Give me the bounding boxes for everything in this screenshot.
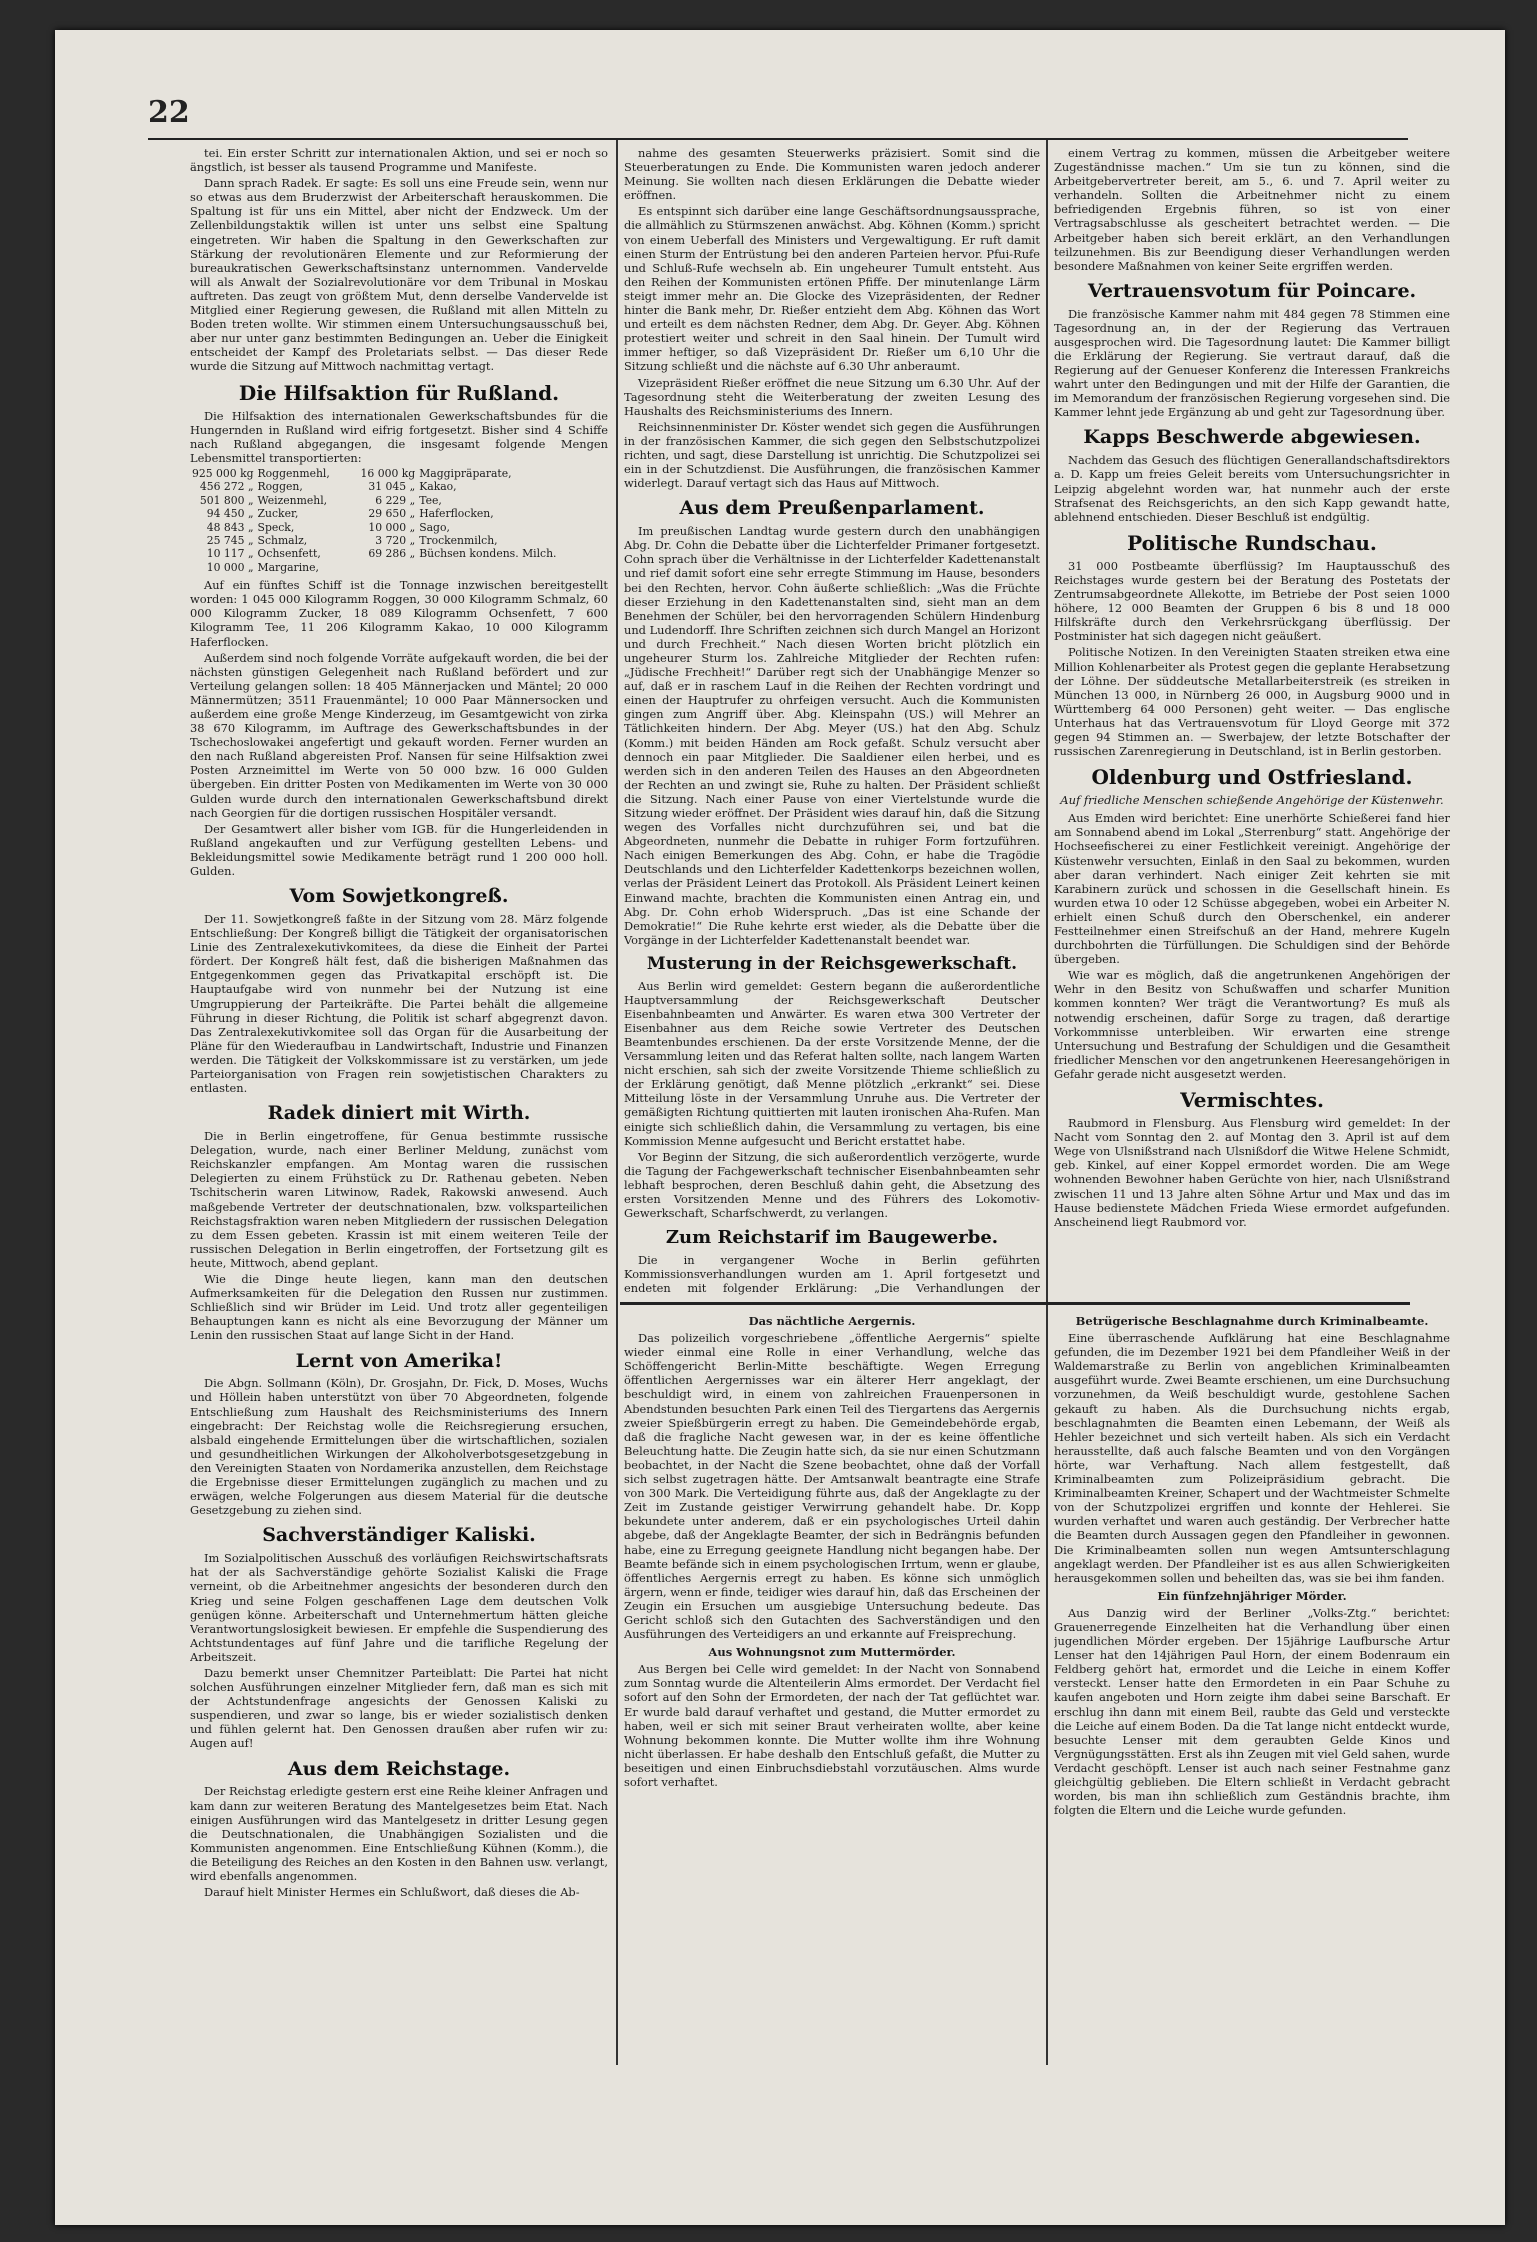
paragraph: Es entspinnt sich darüber eine lange Geschäftsordnungsaussprache, die allmählich zu Stürmszenen anwächst. Abg. Köhnen (Komm.) spricht von einem Ueberfall des Ministers und Vergewaltigung. Er ruft damit einen Sturm der Entrüstung bei den anderen Parteien hervor. Pfui-Rufe und Schluß-Rufe wechseln ab. Ein ungeheurer Tumult entsteht. Aus den Reihen der Kommunisten ertönen Pfiffe. Der minutenlange Lärm steigt immer mehr an. Die Glocke des Vizepräsidenten, der Redner hinter die Bank mehr, Dr. Rießer entzieht dem Abg. Köhnen das Wort und erteilt es dem nächsten Redner, dem Abg. Dr. Geyer. Abg. Köhnen protestiert weiter und schreit in den Saal hinein. Der Tumult wird immer heftiger, so daß Vizepräsident Dr. Rießer um 6,10 Uhr die Sitzung schließt und die nächste auf 6.30 Uhr anberaumt. [624, 204, 1040, 374]
paragraph: Die Abgn. Sollmann (Köln), Dr. Grosjahn, Dr. Fick, D. Moses, Wuchs und Höllein haben unterstützt von über 70 Abgeordneten, folgende Entschließung zum Haushalt des Reichsministeriums des Innern eingebracht: Der Reichstag wolle die Reichsregierung ersuchen, alsbald eingehende Ermittelungen über die wirtschaftlichen, sozialen und gesundheitlichen Wirkungen der Alkoholverbotsgesetzgebung in den Vereinigten Staaten von Nordamerika anzustellen, dem Reichstage die Ergebnisse dieser Ermittelungen zugänglich zu machen und zu erwägen, welche Folgerungen aus diesem Material für die deutsche Gesetzgebung zu ziehen sind. [190, 1376, 608, 1518]
paragraph: Der Gesamtwert aller bisher vom IGB. für die Hungerleidenden in Rußland angekauften und zur Verfügung gestellten Lebens- und Bekleidungsmittel sowie Medikamente beträgt rund 1 200 000 holl. Gulden. [190, 821, 608, 878]
headline-amerika: Lernt von Amerika! [295, 1349, 503, 1372]
paragraph: 31 000 Postbeamte überflüssig? Im Hauptausschuß des Reichstages wurde gestern bei der Beratung des Postetats der Zentrumsabgeordnete Allekotte, im Betriebe der Post seien 1000 höhere, 12 000 Beamten der Gruppen 6 bis 8 und 18 000 Hilfskräfte durch den Verkehrsrückgang überflüssig. Der Postminister hat sich dagegen nicht geäußert. [1054, 558, 1450, 644]
headline-reichstarif: Zum Reichstarif im Baugewerbe. [665, 1227, 999, 1249]
column-3-lower [1054, 1310, 1450, 2060]
headline-vermischtes: Vermischtes. [1180, 1088, 1324, 1113]
paragraph: Die in Berlin eingetroffene, für Genua bestimmte russische Delegation, wurde, nach einer Berliner Meldung, zunächst vom Reichskanzler empfangen. Am Montag waren die russischen Delegierten zu einem Frühstück zu Dr. Rathenau gebeten. Neben Tschitscherin waren Litwinow, Radek, Rakowski anwesend. Auch maßgebende Vertreter der deutschnationalen, bzw. volksparteilichen Reichstagsfraktion waren neben Mitgliedern der russischen Delegation zu dem Essen gebeten. Krassin ist mit einem weiteren Teile der russischen Delegation in Berlin eingetroffen, der Fortsetzung gilt es heute, Mittwoch, abend geplant. [190, 1129, 608, 1270]
column-rule-1 [616, 140, 618, 2065]
paragraph: Nachdem das Gesuch des flüchtigen Generallandschaftsdirektors a. D. Kapp um freies Geleit bereits vom Untersuchungsrichter in Leipzig abgelehnt worden war, hat nunmehr auch der erste Strafsenat des Reichsgerichts, an den sich Kapp gewandt hatte, ablehnend entschieden. Dieser Beschluß ist endgültig. [1054, 453, 1450, 524]
column-1 [190, 146, 608, 2061]
paragraph: Wie die Dinge heute liegen, kann man den deutschen Aufmerksamkeiten für die Delegation den Russen nur zustimmen. Schließlich sind wir Brüder im Leid. Und trotz aller gegenteiligen Behauptungen kann es nicht als eine Bevorzugung der Männer um Lenin den russischen Staat auf lange Sicht in der Hand. [190, 1272, 608, 1343]
paragraph: Die in vergangener Woche in Berlin geführten Kommissionsverhandlungen wurden am 1. April fortgesetzt und endeten mit folgender Erklärung: „Die Verhandlungen der [624, 1253, 1040, 1296]
column-2-lower [624, 1310, 1040, 2060]
table-row: 25 745 „ Schmalz, 3 720 „ Trockenmilch, [206, 533, 498, 547]
table-row: 10 117 „ Ochsenfett, 69 286 „ Büchsen kondens. Milch. [206, 547, 557, 561]
table-row: 94 450 „ Zucker, 29 650 „ Haferflocken, [206, 507, 494, 521]
headline-beschlagnahme: Betrügerische Beschlagnahme durch Kriminalbeamte. [1075, 1314, 1429, 1328]
table-row: 501 800 „ Weizenmehl, 6 229 „ Tee, [199, 493, 442, 507]
paragraph: einem Vertrag zu kommen, müssen die Arbeitgeber weitere Zugeständnisse machen.“ Um sie tun zu können, sind die Arbeitgebervertreter bereit, am 5., 6. und 7. April weiter zu verhandeln. Sollten die Arbeitnehmer nicht zu einem befriedigenden Ergebnis führen, so ist von einer Vertragsabschlusse als gescheitert betrachtet werden. — Die Arbeitgeber haben sich bereit erklärt, an den Verhandlungen teilzunehmen. Bis zur Beendigung dieser Verhandlungen werden besondere Maßnahmen von keiner Seite ergriffen werden. [1054, 146, 1450, 273]
paragraph: Dazu bemerkt unser Chemnitzer Parteiblatt: Die Partei hat nicht solchen Ausführungen einzelner Mitglieder fern, daß man es sich mit der Achtstundenfrage angesichts der Genossen Kaliski zu suspendieren, und zwar so lange, bis er wieder sozialistisch denken und fühlen gelernt hat. Den Genossen draußen aber rufen wir zu: Augen auf! [190, 1665, 608, 1751]
headline-naechtlich: Das nächtliche Aergernis. [748, 1314, 916, 1328]
paragraph: Vor Beginn der Sitzung, die sich außerordentlich verzögerte, wurde die Tagung der Fachgewerkschaft technischer Eisenbahnbeamten sehr lebhaft besprochen, deren Beschluß dahin geht, die Absetzung des ersten Vorsitzenden Menne und des Führers des Lokomotiv-Gewerkschaft, Scharfschwerdt, zu verlangen. [624, 1149, 1040, 1221]
table-row: 456 272 „ Roggen, 31 045 „ Kakao, [199, 480, 457, 494]
paragraph: Der 11. Sowjetkongreß faßte in der Sitzung vom 28. März folgende Entschließung: Der Kongreß billigt die Tätigkeit der organisatorischen Linie des Zentralexekutivkomitees, da diese die Einheit der Partei fördert. Der Kongreß hält fest, daß die bisherigen Maßnahmen das Entgegenkommen gegen das Privatkapital erschöpft ist. Die Hauptaufgabe wird von nunmehr bei der Nutzung ist eine Umgruppierung der Parteikräfte. Die Partei behält die allgemeine Führung in dieser Richtung, die Politik ist scharf abgegrenzt davon. Das Zentralexekutivkomitee soll das Organ für die Ausarbeitung der Pläne für den Wiederaufbau in Landwirtschaft, Industrie und Finanzen werden. Die Tätigkeit der Volkskommissare ist zu verstärken, um jede Parteiorganisation von Fragen rein sowjetistischen Charakters zu entlasten. [190, 911, 608, 1096]
headline-radek: Radek diniert mit Wirth. [267, 1102, 531, 1125]
headline-poincare: Vertrauensvotum für Poincare. [1087, 279, 1417, 302]
paragraph: Außerdem sind noch folgende Vorräte aufgekauft worden, die bei der nächsten günstigen Gelegenheit nach Rußland befördert und zur Verteilung gelangen sollen: 18 405 Männerjacken und Mäntel; 20 000 Männermützen; 3511 Frauenmäntel; 10 000 Paar Männersocken und außerdem eine große Menge Kinderzeug, im Gesamtgewicht von zirka 38 670 Kilogramm, im Auftrage des Gewerkschaftsbundes in der Tschechoslowakei angefertigt und gekauft worden. Ferner wurden an den nach Rußland abgereisten Prof. Nansen für seine Hilfsaktion zwei Posten Arzneimittel im Werte von 50 000 bzw. 16 000 Gulden übergeben. Ein dritter Posten von Medikamenten im Werte von 30 000 Gulden wurde durch den internationalen Gewerkschaftsbund direkt nach Georgien für die dortigen russischen Hospitäler versandt. [190, 650, 608, 820]
column-2-upper [624, 146, 1040, 1296]
paragraph: Raubmord in Flensburg. Aus Flensburg wird gemeldet: In der Nacht vom Sonntag den 2. auf Montag den 3. April ist auf dem Wege von Ulsnißstrand nach Ulsnißdorf die Witwe Helene Schmidt, geb. Kinkel, auf einer Koppel ermordet worden. Die am Wege wohnenden Bewohner haben Gerüchte von hier, nach Ulsnißstrand zwischen 11 und 13 Jahre alten Söhne Artur und Max und das im Hause bedienstete Mädchen Frieda Wiese ermordet aufgefunden. Anscheinend liegt Raubmord vor. [1054, 1116, 1450, 1229]
paragraph: Darauf hielt Minister Hermes ein Schlußwort, daß dieses die Ab- [204, 1885, 580, 1900]
paragraph: Auf ein fünftes Schiff ist die Tonnage inzwischen bereitgestellt worden: 1 045 000 Kilogramm Roggen, 30 000 Kilogramm Schmalz, 60 000 Kilogramm Zucker, 18 089 Kilogramm Ochsenfett, 7 600 Kilogramm Tee, 11 206 Kilogramm Kakao, 10 000 Kilogramm Haferflocken. [190, 578, 608, 649]
paragraph: Aus Emden wird berichtet: Eine unerhörte Schießerei fand hier am Sonnabend abend im Lokal „Sterrenburg“ statt. Angehörige der Hochseefischerei zu einer Festlichkeit vereinigt. Angehörige der Küstenwehr versuchten, Einlaß in den Saal zu bekommen, wurden aber daran verhindert. Nach einiger Zeit kehrten sie mit Karabinern zurück und schossen in die Gesellschaft hinein. Es wurden etwa 10 oder 12 Schüsse abgegeben, wobei ein Arbeiter N. erhielt einen Schuß durch den Oberschenkel, ein anderer Festteilnehmer einen Streifschuß an der Hand, mehrere Kugeln durchbohrten die Türfüllungen. Die Schuldigen sind der Behörde übergeben. [1054, 811, 1450, 967]
paragraph: tei. Ein erster Schritt zur internationalen Aktion, und sei er noch so ängstlich, ist besser als tausend Programme und Manifeste. [190, 146, 608, 175]
column-rule-2 [1046, 140, 1048, 2065]
headline-sowjetkongress: Vom Sowjetkongreß. [289, 885, 509, 908]
paragraph: Im Sozialpolitischen Ausschuß des vorläufigen Reichswirtschaftsrats hat der als Sachverständige gehörte Sozialist Kaliski die Frage verneint, ob die Arbeitnehmer angesichts der besonderen durch den Krieg und seine Folgen geschaffenen Lage dem deutschen Volk genügen könne. Arbeiterschaft und Unternehmertum hätten gleiche Verantwortungslosigkeit bewiesen. Er empfehle die Suspendierung des Achtstundentages auf fünf Jahre und die tarifliche Regelung der Arbeitszeit. [190, 1551, 608, 1664]
paragraph: nahme des gesamten Steuerwerks präzisiert. Somit sind die Steuerberatungen zu Ende. Die Kommunisten waren jedoch anderer Meinung. Sie wollten nach diesen Erklärungen die Debatte wieder eröffnen. [624, 146, 1040, 203]
paragraph: Die französische Kammer nahm mit 484 gegen 78 Stimmen eine Tagesordnung an, in der der Regierung das Vertrauen ausgesprochen wird. Die Tagesordnung lautet: Die Kammer billigt die Erklärung der Regierung. Sie vertraut darauf, daß die Regierung auf der Genueser Konferenz die Interessen Frankreichs wahrt unter den Bedingungen und mit der Hilfe der Garantien, die im Memorandum der französischen Regierung vorgesehen sind. Die Kammer lehnt jede Ergänzung ab und geht zur Tagesordnung über. [1054, 306, 1450, 420]
table-row: 10 000 „ Margarine, [206, 560, 319, 574]
table-row: 925 000 kg Roggenmehl, 16 000 kg Maggipräparate, [192, 466, 512, 480]
paragraph: Wie war es möglich, daß die angetrunkenen Angehörigen der Wehr in den Besitz von Schußwaffen und scharfer Munition kommen konnten? Wer trägt die Verantwortung? Es muß als notwendig erscheinen, dafür Sorge zu tragen, daß derartige Vorkommnisse unterbleiben. Wir erwarten eine strenge Untersuchung und Bestrafung der Schuldigen und die Gesamtheit friedlicher Menschen vor den angetrunkenen Heeresangehörigen in Gefahr gerade nicht ausgesetzt werden. [1054, 968, 1450, 1081]
paragraph: Dann sprach Radek. Er sagte: Es soll uns eine Freude sein, wenn nur so etwas aus dem Bruderzwist der Arbeiterschaft herauskommen. Die Spaltung ist für uns ein Mittel, aber nicht der Endzweck. Um der Zellenbildungstaktik willen ist unter uns selbst eine Spaltung eingetreten. Wir haben die Spaltung in den Gewerkschaften zur Stärkung der revolutionären Elemente und zur Reformierung der bureaukratischen Gewerkschaftsinstanz unternommen. Vandervelde will als Anwalt der Sozialrevolutionäre vor dem Tribunal in Moskau auftreten. Das zeugt von größtem Mut, denn derselbe Vandervelde ist Mitglied einer Regierung gewesen, die Rußland mit allen Mitteln zu Boden treten wollte. Wir stimmen einem Untersuchungsausschuß bei, aber nur unter ganz bestimmten Bedingungen an. Ueber die Einigkeit entscheidet der Kampf des Proletariats selbst. — Das dieser Rede wurde die Sitzung auf Mittwoch nachmittag vertagt. [190, 176, 608, 374]
paragraph: Eine überraschende Aufklärung hat eine Beschlagnahme gefunden, die im Dezember 1921 bei dem Pfandleiher Weiß in der Waldemarstraße zu Berlin von angeblichen Kriminalbeamten ausgeführt wurde. Zwei Beamte erschienen, um eine Durchsuchung vorzunehmen, da Weiß beschuldigt wurde, gestohlene Sachen gekauft zu haben. Als die Durchsuchung nichts ergab, beschlagnahmten die Beamten einen Lebemann, der Weiß als Hehler bezeichnet und sich verteilt haben. Als sich ein Verdacht herausstellte, daß auch falsche Beamten und von den Vorgängen hörte, war Verhaftung. Nach allem festgestellt, daß Kriminalbeamten zum Polizeipräsidium gebracht. Die Kriminalbeamten Kreiner, Schapert und der Wachtmeister Schmelte von der Schutzpolizei ergriffen und konnte der Hehlerei. Sie wurden verhaftet und waren auch geständig. Der Verbrecher hatte die Beamten durch Aussagen gegen den Pfandleiher in gewonnen. Die Kriminalbeamten sollen nun wegen Amtsunterschlagung angeklagt werden. Der Pfandleiher ist es aus allen Schwierigkeiten herausgekommen sollen und beheilten das, was sie bei ihm fanden. [1054, 1331, 1450, 1585]
paragraph: Im preußischen Landtag wurde gestern durch den unabhängigen Abg. Dr. Cohn die Debatte über die Lichterfelder Primaner fortgesetzt. Cohn sprach über die Verhältnisse in der Lichterfelder Kadettenanstalt und rief damit sofort eine sehr erregte Stimmung im Hause, besonders bei den Rechten, hervor. Cohn äußerte schließlich: „Was die Früchte dieser Erziehung in den Kadettenanstalten sind, sieht man an dem Benehmen der Schüler, bei den hervorragenden Schülern Hindenburg und Ludendorff. Ihre Schriften zeichnen sich durch Mangel an Horizont und durch Frechheit.“ Nach diesen Worten bricht plötzlich ein ungeheurer Sturm los. Zahlreiche Mitglieder der Rechten rufen: „Jüdische Frechheit!“ Darüber regt sich der Unabhängige Menzer so auf, daß er in raschem Lauf in die Reihen der Rechten vordringt und einen der Hauptrufer zu ohrfeigen versucht. Auch die Kommunisten gingen zum Angriff über. Abg. Kleinspahn (US.) will Mehrer an Tätlichkeiten hindern. Der Abg. Meyer (US.) hat den Abg. Schulz (Komm.) mit beiden Händen am Rock gefaßt. Schulz versucht aber dennoch ein paar Mitglieder. Die Saaldiener eilen herbei, und es werden sich in den anderen Teilen des Hauses an den Abgeordneten der Rechten an und zwingt sie, Ruhe zu halten. Der Präsident schließt die Sitzung. Nach einer Pause von einer Viertelstunde wurde die Sitzung wieder eröffnet. Der Präsident wies darauf hin, daß die Sitzung wegen des Vorfalles nicht durchzuführen sei, und bat die Abgeordneten, nunmehr die Debatte in ruhiger Form fortzuführen. Nach einigen Bemerkungen des Abg. Cohn, er habe die Tragödie Deutschlands und den Lichterfelder Kadettenkorps bezeichnen wollen, verlas der Präsident Leinert das Protokoll. Als Präsident Leinert keinen Einwand machte, brachten die Kommunisten einen Antrag ein, und Abg. Dr. Cohn erhob Widerspruch. „Das ist eine Schande der Demokratie!“ Die Ruhe kehrte erst wieder, als die Debatte über die Vorgänge in der Lichterfelder Kadettenanstalt beendet war. [624, 524, 1040, 947]
headline-moerder: Ein fünfzehnjähriger Mörder. [1157, 1588, 1347, 1603]
table-row: 48 843 „ Speck, 10 000 „ Sago, [206, 520, 450, 534]
paragraph: Reichsinnenminister Dr. Köster wendet sich gegen die Ausführungen in der französischen Kammer, die sich gegen den Selbstschutzpolizei richten, und sagt, diese Darstellung ist unrichtig. Die Schutzpolizei sei ein in der Schutzdienst. Die Ausführungen, die französischen Kammer widerlegt. Darauf vertagt sich das Haus auf Mittwoch. [624, 419, 1040, 491]
headline-hilfsaktion: Die Hilfsaktion für Rußland. [238, 380, 560, 405]
paragraph: Die Hilfsaktion des internationalen Gewerkschaftsbundes für die Hungernden in Rußland wird eifrig fortgesetzt. Bisher sind 4 Schiffe nach Rußland abgegangen, die insgesamt folgende Mengen Lebensmittel transportierten: [190, 408, 608, 465]
paragraph: Das polizeilich vorgeschriebene „öffentliche Aergernis“ spielte wieder einmal eine Rolle in einer Verhandlung, welche das Schöffengericht Berlin-Mitte beschäftigte. Wegen Erregung öffentlichen Aergernisses war ein älterer Herr angeklagt, der beschuldigt wird, in einem von zahlreichen Frauenpersonen in Abendstunden besuchten Park einen Teil des Tiergartens das Aergernis zweier Spießbürgerin erregt zu haben. Die Gemeindebehörde ergab, daß die fragliche Nacht gewesen war, in der es keine öffentliche Beleuchtung hatte. Die Zeugin hatte sich, da sie nur einen Schutzmann beobachtet, in der Nacht die Szene beobachtet, ohne daß der Vorfall sich selbst zugetragen hätte. Der Amtsanwalt beantragte eine Strafe von 300 Mark. Die Verteidigung führte aus, daß der Angeklagte zu der Zeit im Zustande geistiger Verwirrung gehandelt habe. Dr. Kopp bekundete unter anderem, daß er ein psychologisches Urteil dahin abgebe, daß der Angeklagte Beamter, der sich in Bedrängnis befunden habe, eine zu Erregung geeignete Handlung nicht begangen habe. Der Beamte befände sich in einem psychologischen Irrtum, wenn er glaube, öffentliches Aergernis erregt zu haben. Es könne sich unmöglich ärgern, wenn er finde, teidiger wies darauf hin, daß das Erscheinen der Zeugin ein Ersuchen um ausgiebige Untersuchung bedeute. Das Gericht schloß sich den Gutachten des Sachverständigen und den Ausführungen des Verteidigers an und erkannte auf Freisprechung. [624, 1331, 1040, 1642]
section-rule [620, 1302, 1410, 1305]
headline-musterung: Musterung in der Reichsgewerkschaft. [646, 953, 1018, 974]
header-rule [148, 138, 1408, 140]
paragraph: Aus Berlin wird gemeldet: Gestern begann die außerordentliche Hauptversammlung der Reichsgewerkschaft Deutscher Eisenbahnbeamten und Anwärter. Es waren etwa 300 Vertreter der Eisenbahner aus dem Reiche sowie Vertreter des Deutschen Beamtenbundes erschienen. Da der erste Vorsitzende Menne, der die Versammlung leiten und das Referat halten sollte, nach langem Warten nicht erschien, sah sich der zweite Vorsitzende Thieme schließlich zu der Erklärung genötigt, daß Menne plötzlich „erkrankt“ sei. Diese Mitteilung löste in der Versammlung Unruhe aus. Die Vertreter der gemäßigten Richtung quittierten mit lauten ironischen Aha-Rufen. Man einigte sich schließlich dahin, die Versammlung zu vertagen, bis eine Kommission Menne aufgesucht und Bericht erstattet habe. [624, 978, 1040, 1148]
headline-kapp: Kapps Beschwerde abgewiesen. [1083, 426, 1421, 449]
paragraph: Politische Notizen. In den Vereinigten Staaten streiken etwa eine Million Kohlenarbeiter als Protest gegen die geplante Herabsetzung der Löhne. Der süddeutsche Metallarbeiterstreik (es streiken in München 13 000, in Nürnberg 26 000, in Augsburg 9000 und in Württemberg 64 000 Personen) geht weiter. — Das englische Unterhaus hat das Vertrauensvotum für Lloyd George mit 372 gegen 94 Stimmen an. — Swerbajew, der letzte Botschafter der russischen Zarenregierung in Deutschland, ist in Berlin gestorben. [1054, 645, 1450, 759]
goods-table [190, 467, 608, 574]
headline-oldenburg: Oldenburg und Ostfriesland. [1091, 765, 1413, 790]
headline-reichstag: Aus dem Reichstage. [287, 1757, 511, 1780]
headline-preussenparlament: Aus dem Preußenparlament. [679, 497, 985, 520]
paragraph: Aus Danzig wird der Berliner „Volks-Ztg.“ berichtet: Grauenerregende Einzelheiten hat die Verhandlung über einen jugendlichen Mörder ergeben. Der 15jährige Laufbursche Artur Lenser hat den 14jährigen Paul Horn, der einem Bodenraum ein Feldberg gehört hat, ermordet und die Leiche in einem Koffer versteckt. Lenser hatte den Ermordeten in ein Paar Schuhe zu kaufen angeboten und Horn zeigte ihm dabei seine Barschaft. Er erschlug ihn dann mit einem Beil, raubte das Geld und versteckte die Leiche auf einem Boden. Da die Tat lange nicht entdeckt wurde, besuchte Lenser mit dem geraubten Gelde Kinos und Vergnügungsstätten. Erst als ihn Zeugen mit viel Geld sahen, wurde Verdacht geschöpft. Lenser ist auch nach seiner Festnahme ganz gleichgültig geblieben. Die Eltern schließt in Verdacht gebracht worden, bis man ihn schließlich zum Geständnis brachte, ihm folgten die Eltern und die Leiche wurde gefunden. [1054, 1605, 1450, 1818]
headline-rundschau: Politische Rundschau. [1127, 530, 1377, 555]
page-number: 22 [148, 95, 190, 130]
headline-kaliski: Sachverständiger Kaliski. [262, 1524, 536, 1547]
paragraph: Aus Bergen bei Celle wird gemeldet: In der Nacht von Sonnabend zum Sonntag wurde die Altenteilerin Alms ermordet. Der Verdacht fiel sofort auf den Sohn der Ermordeten, der nach der Tat geflüchtet war. Er wurde bald darauf verhaftet und gestand, die Mutter ermordet zu haben, weil er sich mit seiner Braut verheiraten wollte, aber keine Wohnung bekommen konnte. Die Mutter wollte ihm ihre Wohnung nicht überlassen. Er habe deshalb den Entschluß gefaßt, die Mutter zu beseitigen und einen Einbruchsdiebstahl vorzutäuschen. Alms wurde sofort verhaftet. [624, 1662, 1040, 1789]
headline-wohnungsnot: Aus Wohnungsnot zum Muttermörder. [708, 1645, 956, 1660]
paragraph: Vizepräsident Rießer eröffnet die neue Sitzung um 6.30 Uhr. Auf der Tagesordnung steht die Weiterberatung der zweiten Lesung des Haushalts des Reichsministeriums des Innern. [624, 375, 1040, 418]
paragraph: Der Reichstag erledigte gestern erst eine Reihe kleiner Anfragen und kam dann zur weiteren Beratung des Mantelgesetzes beim Etat. Nach einigen Ausführungen wird das Mantelgesetz in dritter Lesung gegen die Deutschnationalen, die Unabhängigen Sozialisten und die Kommunisten angenommen. Eine Entschließung Kühnen (Komm.), die die Beteiligung des Reiches an den Kosten in den Bahnen usw. verlangt, wird ebenfalls angenommen. [190, 1784, 608, 1883]
column-3-upper [1054, 146, 1450, 1296]
subheadline-oldenburg: Auf friedliche Menschen schießende Angehörige der Küstenwehr. [1060, 793, 1444, 808]
